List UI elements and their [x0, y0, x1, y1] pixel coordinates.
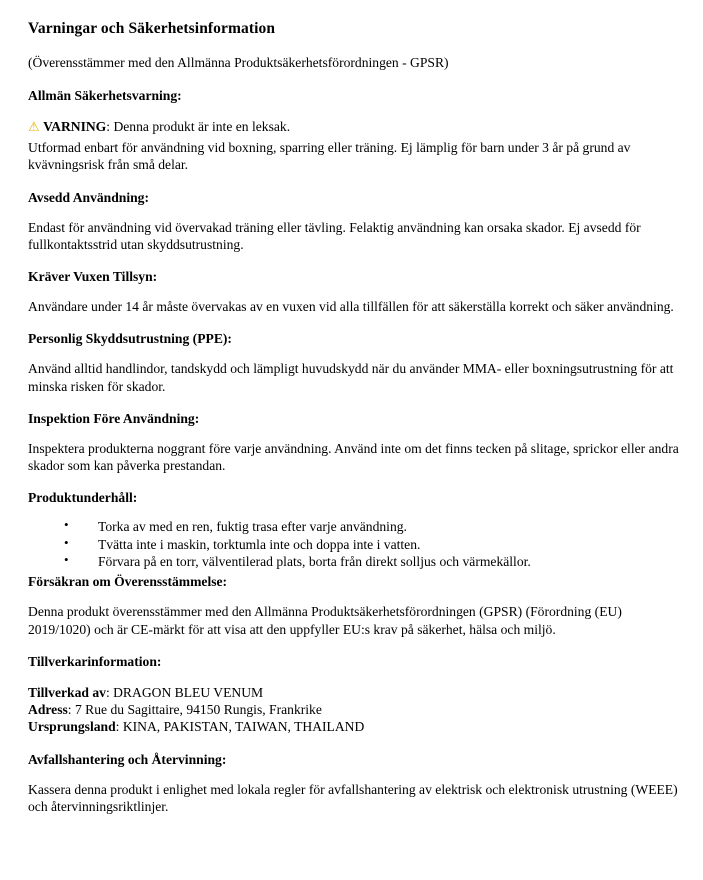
section-heading-declaration: Försäkran om Överensstämmelse: [28, 574, 228, 590]
manufacturer-name-row [28, 684, 687, 701]
list-item: • Torka av med en ren, fuktig trasa efter varje användning. [64, 518, 687, 535]
section-heading-inspection: Inspektion Före Användning: [28, 410, 200, 426]
section-heading-manufacturer: Tillverkarinformation: [28, 653, 162, 669]
section-heading-disposal: Avfallshantering och Återvinning: [28, 751, 227, 767]
page-title: Varningar och Säkerhetsinformation [28, 20, 276, 37]
manufacturer-origin-row [28, 718, 687, 735]
manufacturer-details [28, 684, 687, 736]
general-warning-body: Utformad enbart för användning vid boxning, sparring eller träning. Ej lämplig för barn under 3 år på grund av kvävningsrisk från små delar. [28, 140, 631, 173]
manufacturer-address-value: : 7 Rue du Sagittaire, 94150 Rungis, Frankrike [67, 702, 322, 718]
inspection-body: Inspektera produkterna noggrant före varje användning. Använd inte om det finns tecken på slitage, sprickor eller andra skador som kan påverka prestandan. [28, 440, 679, 473]
section-heading-intended-use: Avsedd Användning: [28, 189, 150, 205]
section-heading-adult-supervision: Kräver Vuxen Tillsyn: [28, 269, 158, 285]
section-heading-ppe: Personlig Skyddsutrustning (PPE): [28, 331, 232, 347]
manufacturer-name-value: : DRAGON BLEU VENUM [105, 684, 264, 700]
list-item: • Förvara på en torr, välventilerad plats, borta från direkt solljus och värmekällor. [64, 553, 687, 570]
ppe-body: Använd alltid handlindor, tandskydd och lämpligt huvudskydd när du använder MMA- eller boxningsutrustning för att minska risken för skador. [28, 361, 674, 394]
section-heading-maintenance: Produktunderhåll: [28, 490, 138, 506]
manufacturer-address-label: Adress [28, 702, 68, 718]
intended-use-body: Endast för användning vid övervakad träning eller tävling. Felaktig användning kan orsaka skador. Ej avsedd för fullkontaktsstrid utan skyddsutrustning. [28, 219, 641, 252]
page-left-margin [0, 0, 3, 880]
warning-keyword-rest: : Denna produkt är inte en leksak. [106, 118, 291, 134]
manufacturer-origin-label: Ursprungsland [28, 719, 116, 735]
warning-triangle-icon: ⚠ [28, 118, 40, 134]
general-warning-line [28, 118, 687, 136]
maintenance-list [28, 518, 687, 570]
manufacturer-name-label: Tillverkad av [28, 684, 106, 700]
section-heading-general-warning: Allmän Säkerhetsvarning: [28, 87, 182, 103]
declaration-body: Denna produkt överensstämmer med den Allmänna Produktsäkerhetsförordningen (GPSR) (Förordning (EU) 2019/1020) och är CE-märkt för att visa att den uppfyller EU:s krav på säkerhet, hälsa och miljö. [28, 604, 622, 637]
manufacturer-origin-value: : KINA, PAKISTAN, TAIWAN, THAILAND [115, 719, 365, 735]
warning-keyword: VARNING [43, 118, 107, 134]
list-item: • Tvätta inte i maskin, torktumla inte och doppa inte i vatten. [64, 536, 687, 553]
adult-supervision-body: Användare under 14 år måste övervakas av en vuxen vid alla tillfällen för att säkerställa korrekt och säker användning. [28, 299, 674, 315]
disposal-body: Kassera denna produkt i enlighet med lokala regler för avfallshantering av elektrisk och elektronisk utrustning (WEEE) och återvinningsriktlinjer. [28, 781, 678, 814]
compliance-subtitle: (Överensstämmer med den Allmänna Produktsäkerhetsförordningen - GPSR) [28, 54, 449, 70]
manufacturer-address-row [28, 701, 687, 718]
